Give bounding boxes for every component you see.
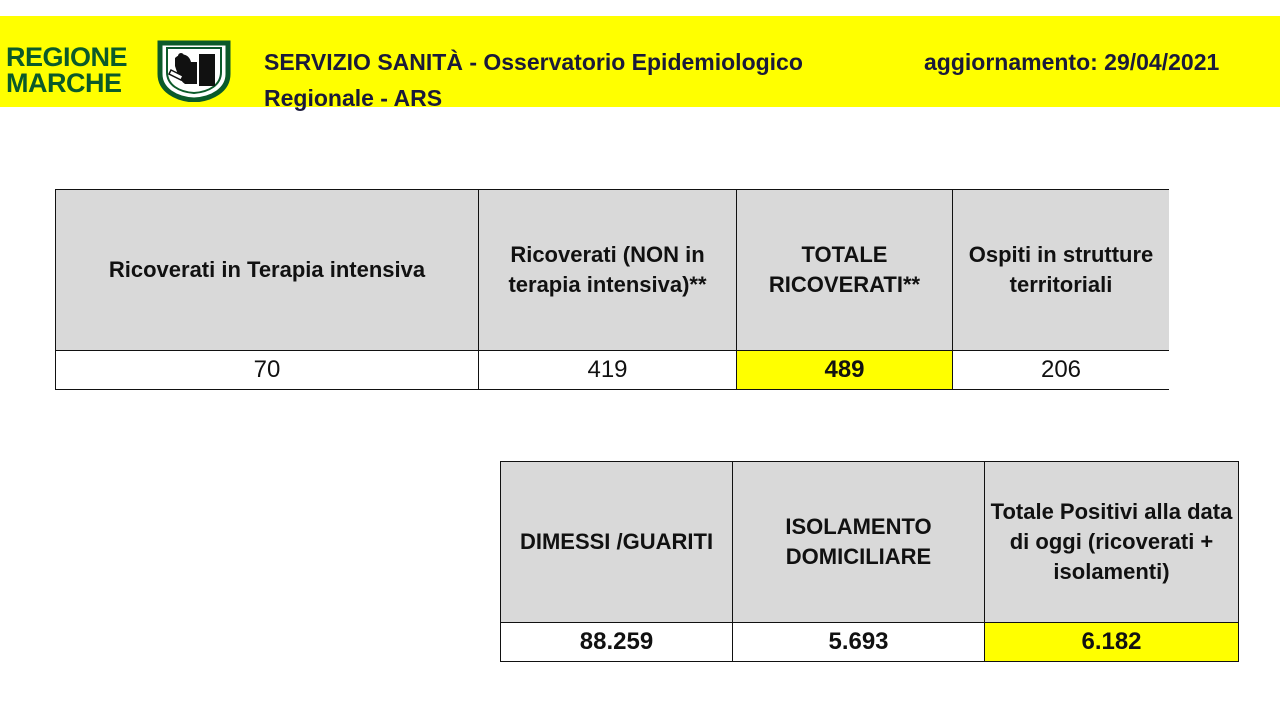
table-row (56, 351, 1170, 390)
logo-text (6, 44, 127, 96)
value-total-positives: 6.182 (985, 623, 1239, 662)
header-discharged: DIMESSI /GUARITI (501, 462, 733, 623)
logo-line-2: MARCHE (6, 68, 122, 98)
header-total-hospitalized: TOTALE RICOVERATI** (737, 190, 953, 351)
page-title (264, 44, 884, 116)
header-home-isolation: ISOLAMENTO DOMICILIARE (733, 462, 985, 623)
value-discharged: 88.259 (501, 623, 733, 662)
regione-marche-logo (4, 26, 234, 101)
header-total-positives: Totale Positivi alla data di oggi (ricoverati + isolamenti) (985, 462, 1239, 623)
update-date: aggiornamento: 29/04/2021 (924, 49, 1220, 75)
title-line-2: Regionale - ARS (264, 85, 443, 111)
header-territorial-guests: Ospiti in strutture territoriali (953, 190, 1170, 351)
value-non-icu: 419 (479, 351, 737, 390)
table-row (501, 623, 1239, 662)
hospital-table (55, 189, 1169, 390)
logo-line-1: REGIONE (6, 42, 128, 72)
table-header-row (56, 190, 1170, 351)
value-icu: 70 (56, 351, 479, 390)
header-non-icu: Ricoverati (NON in terapia intensiva)** (479, 190, 737, 351)
table-header-row (501, 462, 1239, 623)
totals-table (500, 461, 1239, 662)
value-territorial-guests: 206 (953, 351, 1170, 390)
title-line-1: SERVIZIO SANITÀ - Osservatorio Epidemiologico (264, 49, 803, 75)
value-total-hospitalized: 489 (737, 351, 953, 390)
value-home-isolation: 5.693 (733, 623, 985, 662)
shield-emblem-icon (157, 40, 231, 102)
header-banner (0, 16, 1280, 111)
header-icu: Ricoverati in Terapia intensiva (56, 190, 479, 351)
